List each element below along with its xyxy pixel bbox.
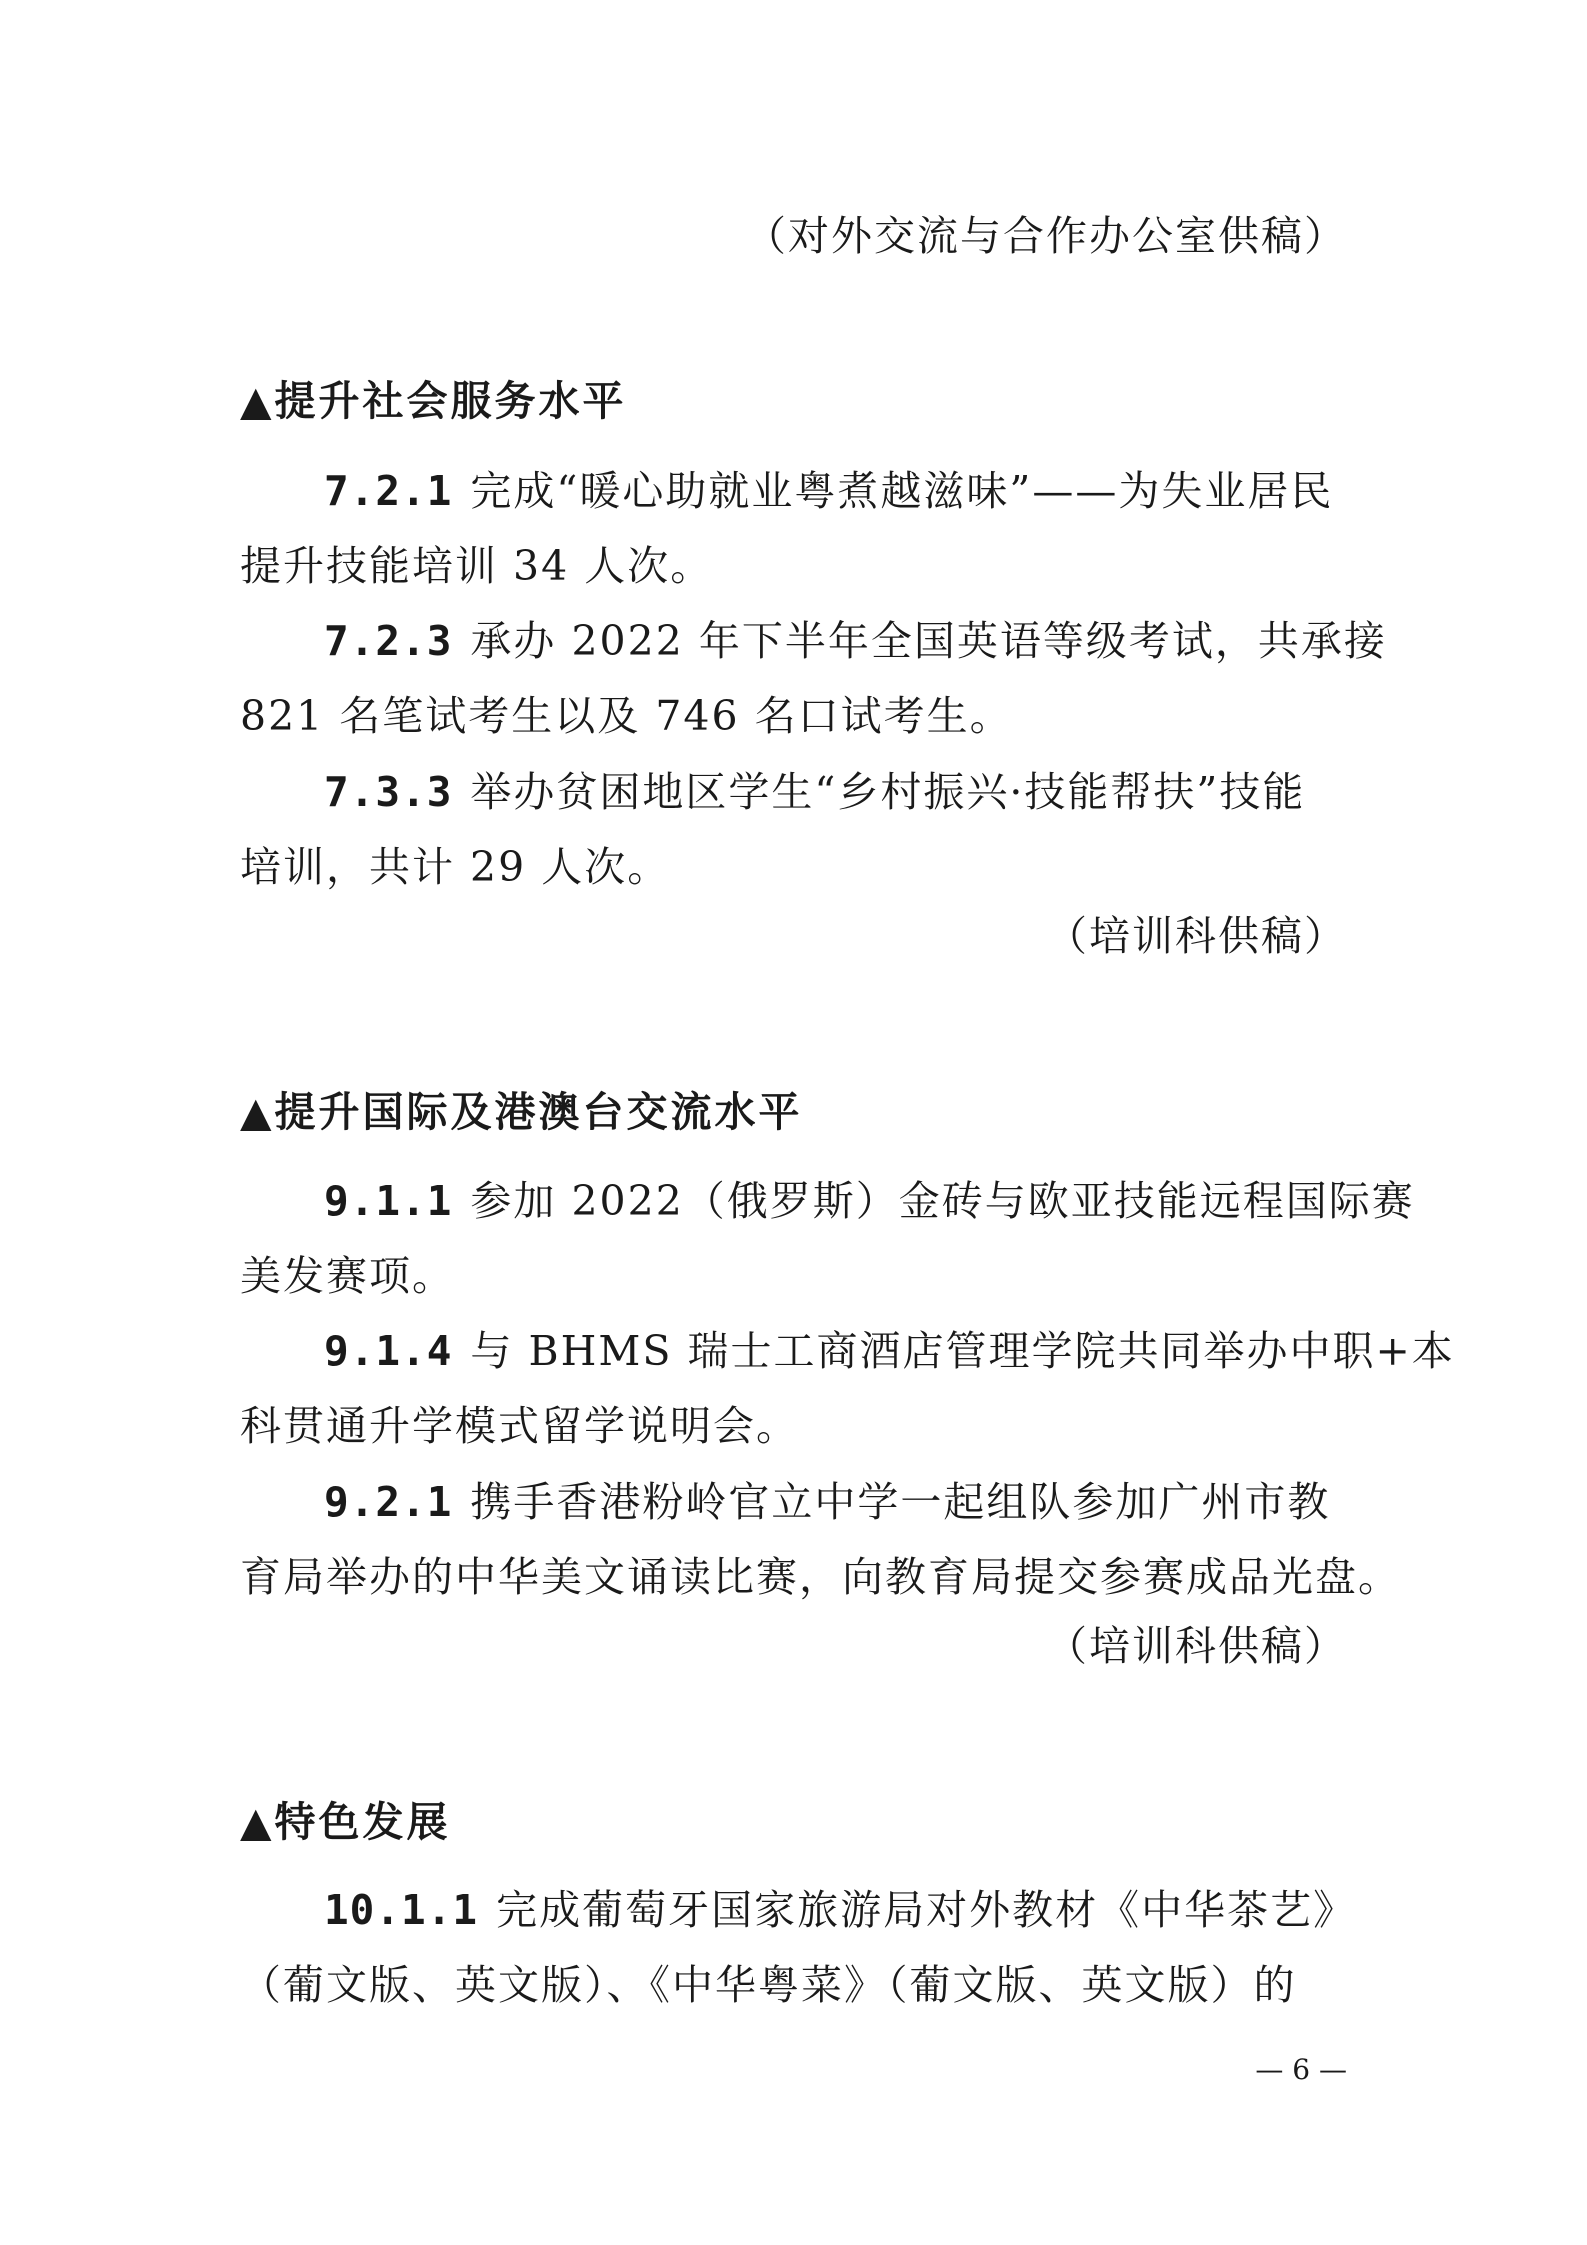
item-text: 完成“暖心助就业粤煮越滋味”——为失业居民 [470, 467, 1334, 515]
item-number: 9.1.1 [324, 1177, 453, 1225]
item-text: 承办 2022 年下半年全国英语等级考试，共承接 [470, 617, 1387, 665]
item-number: 9.2.1 [324, 1478, 453, 1526]
item-number: 10.1.1 [324, 1886, 479, 1934]
source-note-training: （培训科供稿） [1046, 1622, 1347, 1670]
item-line [324, 766, 1305, 818]
item-line-continued: 育局举办的中华美文诵读比赛，向教育局提交参赛成品光盘。 [240, 1553, 1401, 1601]
item-text: 完成葡萄牙国家旅游局对外教材《中华茶艺》 [496, 1886, 1357, 1934]
item-line-continued: 美发赛项。 [240, 1252, 455, 1300]
item-line [324, 615, 1387, 667]
section-heading-international: ▲提升国际及港澳台交流水平 [240, 1088, 803, 1136]
item-line-continued: 提升技能培训 34 人次。 [240, 542, 714, 590]
item-text: 携手香港粉岭官立中学一起组队参加广州市教 [470, 1478, 1331, 1526]
item-text: 参加 2022（俄罗斯）金砖与欧亚技能远程国际赛 [470, 1177, 1415, 1225]
item-number: 7.2.3 [324, 617, 453, 665]
section-heading-special: ▲特色发展 [240, 1798, 451, 1846]
item-number: 7.2.1 [324, 467, 453, 515]
item-line [324, 1884, 1356, 1936]
item-line [324, 1325, 1455, 1377]
item-line [324, 1175, 1415, 1227]
source-note-training: （培训科供稿） [1046, 912, 1347, 960]
item-line-continued: 821 名笔试考生以及 746 名口试考生。 [240, 692, 1013, 740]
item-number: 9.1.4 [324, 1327, 453, 1375]
source-note-exchange: （对外交流与合作办公室供稿） [745, 212, 1347, 260]
item-text: 与 BHMS 瑞士工商酒店管理学院共同举办中职+本 [470, 1327, 1455, 1375]
item-line [324, 1476, 1330, 1528]
item-text: 举办贫困地区学生“乡村振兴·技能帮扶”技能 [470, 768, 1306, 816]
item-number: 7.3.3 [324, 768, 453, 816]
item-line-continued: （葡文版、英文版）、《中华粤菜》（葡文版、英文版）的 [240, 1961, 1297, 2009]
item-line-continued: 科贯通升学模式留学说明会。 [240, 1402, 799, 1450]
item-line-continued: 培训，共计 29 人次。 [240, 843, 671, 891]
page-number: — 6 — [1255, 2053, 1347, 2086]
section-heading-social-service: ▲提升社会服务水平 [240, 377, 627, 425]
item-line [324, 465, 1333, 517]
